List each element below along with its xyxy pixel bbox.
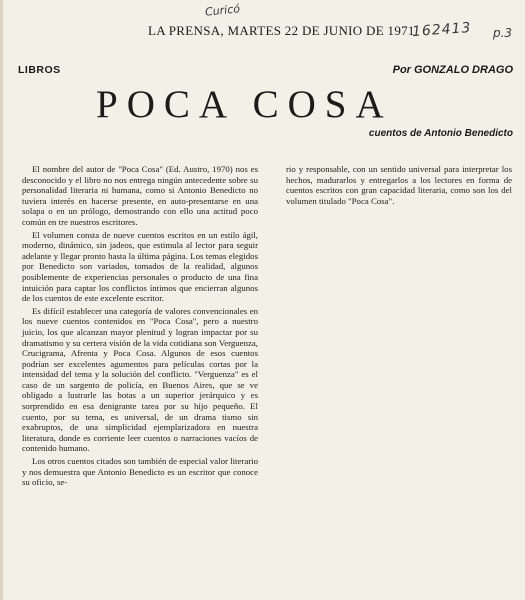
article-paragraph: Es difícil establecer una categoría de valores convencionales en los nueve cuentos contenidos en "Poca Cosa", pero a nuestro juicio, los que alcanzan mayor plenitud y logran impactar por su dramatismo y su certera visión de la vida cotidiana son Verguenza, Crucigrama, Afrenta y Poca Cosa. Algunos de esos cuentos podrían ser excelentes agumentos para películas cortas por la intensidad del tema y la solución del conflicto. "Verguenza" es el caso de un sargento de policía, en Buenos Aires, que se ve obligado a lustrarle las botas a un superior jerárquico y es sorprendido en esa denigrante tarea por su hijo pequeño. El cuento, por su tema, es universal, de un drama tismo sin exabruptos, de una simplicidad ejemplarizadora en nuestra literatura, donde es corriente leer cuentos o narraciones vacíos de contenido humano. bbox=[22, 305, 258, 454]
section-label: LIBROS bbox=[18, 64, 61, 76]
headline: POCA COSA bbox=[96, 83, 393, 126]
handwritten-page-note: p.3 bbox=[493, 26, 513, 40]
handwritten-catalog-number: 162413 bbox=[411, 19, 472, 41]
subheadline: cuentos de Antonio Benedicto bbox=[368, 128, 513, 139]
article-paragraph: Los otros cuentos citados son también de especial valor literario y nos demuestra que Antonio Benedicto es un escritor que conoce su oficio, se- bbox=[22, 456, 258, 488]
article-column-right bbox=[286, 164, 512, 208]
article-paragraph: El nombre del autor de "Poca Cosa" (Ed. Austro, 1970) nos es desconocido y el libro no nos entrega ningún antecedente sobre su personalidad literaria ni humana, como si Antonio Benedicto no tuviera interés en hacerse presente, en auto-presentarse en una solapa o en un prólogo, demostrando con ello una actitud poco común en tre nuestros escritores. bbox=[22, 164, 258, 227]
article-paragraph: El volumen consta de nueve cuentos escritos en un estilo ágil, moderno, dinámico, sin jadeos, que estimula al lector para seguir adelante y llegar pronto hasta la última página. Los temas elegidos por Benedicto son variados, tomados de la realidad, algunos posiblemente de experiencias personales o producto de una fina intuición para captar los conflictos íntimos que encierran algunos de los cuentos de este excelente escritor. bbox=[22, 229, 258, 304]
article-column-left bbox=[22, 164, 258, 490]
scan-edge bbox=[0, 0, 3, 600]
handwritten-location-note: Curicó bbox=[204, 2, 241, 19]
byline: Por GONZALO DRAGO bbox=[392, 64, 513, 76]
masthead: LA PRENSA, MARTES 22 DE JUNIO DE 1971 bbox=[148, 23, 415, 38]
article-paragraph: rio y responsable, con un sentido universal para interpretar los hechos, madurarlos y entregarlos a los lectores en forma de cuentos escritos con gran capacidad literaria, como son los del volumen titulado "Poca Cosa". bbox=[286, 164, 512, 206]
